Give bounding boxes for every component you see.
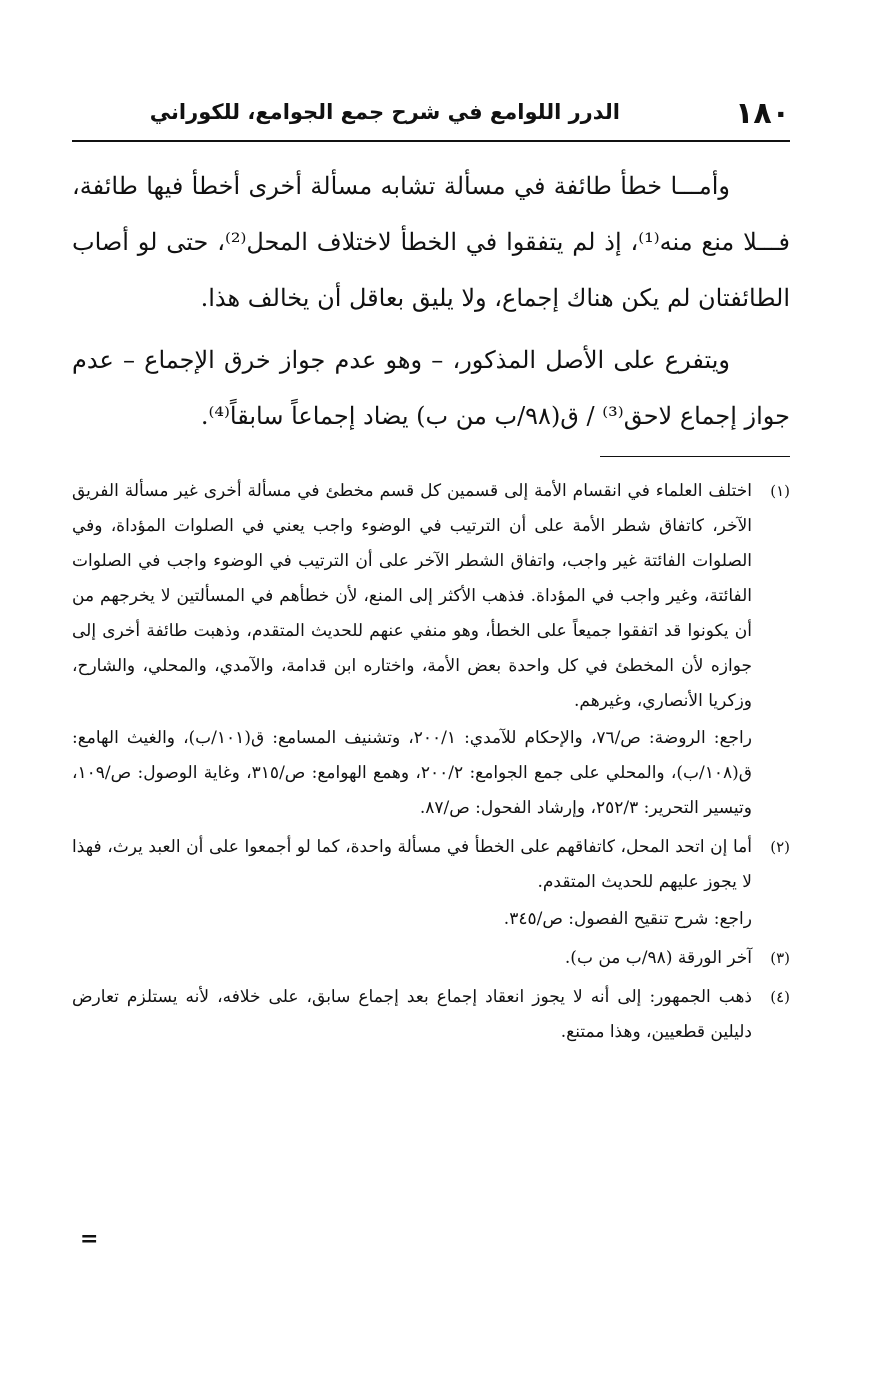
main-text (72, 158, 790, 450)
footnote-reference: راجع: شرح تنقيح الفصول: ص/٣٤٥. (503, 909, 752, 929)
footnote-1 (72, 474, 790, 826)
footnote-number: (٢) (770, 838, 790, 856)
footnote-4 (72, 980, 790, 1050)
footnotes (72, 474, 790, 1054)
continuation-mark: = (80, 1226, 99, 1252)
paragraph-1: وأمـــا خطأ طائفة في مسألة تشابه مسألة أخرى أخطأ فيها طائفة، فـــلا منع منه⁽¹⁾، إذ لم يتفقوا في الخطأ لاختلاف المحل⁽²⁾، حتى لو أصاب الطائفتان لم يكن هناك إجماع، ولا يليق بعاقل أن يخالف هذا. (72, 172, 790, 312)
footnote-separator (600, 456, 790, 457)
footnote-text: اختلف العلماء في انقسام الأمة إلى قسمين كل قسم مخطئ في مسألة أخرى غير مسألة الفريق الآخر، كاتفاق شطر الأمة على أن الترتيب في الوضوء واجب يعني في الصلوات المؤداة، وفي الصلوات الفائتة غير واجب، واتفاق الشطر الآخر على أن الترتيب في الوضوء واجب في الصلوات الفائتة، وغير واجب في المؤداة. فذهب الأكثر إلى المنع، لأن خطأهم في المسألتين لا يخرجهم من أن يكونوا قد اتفقوا جميعاً على الخطأ، وهو منفي عنهم للحديث المتقدم، وذهبت طائفة أخرى إلى جوازه لأن المخطئ في كل واحدة بعض الأمة، واختاره ابن قدامة، والآمدي، والمحلي، والشارح، وزكريا الأنصاري، وغيرهم. (72, 481, 752, 711)
footnote-3 (72, 941, 790, 976)
paragraph-2: ويتفرع على الأصل المذكور، – وهو عدم جواز خرق الإجماع – عدم جواز إجماع لاحق⁽³⁾ / ق(٩٨/ب من ب) يضاد إجماعاً سابقاً⁽⁴⁾. (72, 346, 790, 430)
footnote-2 (72, 830, 790, 937)
footnote-text: أما إن اتحد المحل، كاتفاقهم على الخطأ في مسألة واحدة، كما لو أجمعوا على أن العبد يرث، فهذا لا يجوز عليهم للحديث المتقدم. (72, 837, 752, 892)
footnote-number: (٤) (770, 988, 790, 1006)
footnote-text: آخر الورقة (٩٨/ب من ب). (564, 948, 752, 968)
running-title: الدرر اللوامع في شرح جمع الجوامع، للكوراني (149, 100, 620, 124)
footnote-text: ذهب الجمهور: إلى أنه لا يجوز انعقاد إجماع بعد إجماع سابق، على خلافه، لأنه يستلزم تعارض دليلين قطعيين، وهذا ممتنع. (72, 987, 752, 1042)
header-rule (72, 140, 790, 142)
footnote-number: (١) (770, 482, 790, 500)
page-header (72, 92, 790, 132)
page-number: ١٨٠ (735, 96, 790, 131)
footnote-number: (٣) (770, 949, 790, 967)
footnote-reference: راجع: الروضة: ص/٧٦، والإحكام للآمدي: ٢٠٠/١، وتشنيف المسامع: ق(١٠١/ب)، والغيث الهامع: ق(١٠٨/ب)، والمحلي على جمع الجوامع: ٢٠٠/٢، وهمع الهوامع: ص/٣١٥، وغاية الوصول: ص/١٠٩، وتيسير التحرير: ٢٥٢/٣، وإرشاد الفحول: ص/٨٧. (72, 728, 752, 818)
